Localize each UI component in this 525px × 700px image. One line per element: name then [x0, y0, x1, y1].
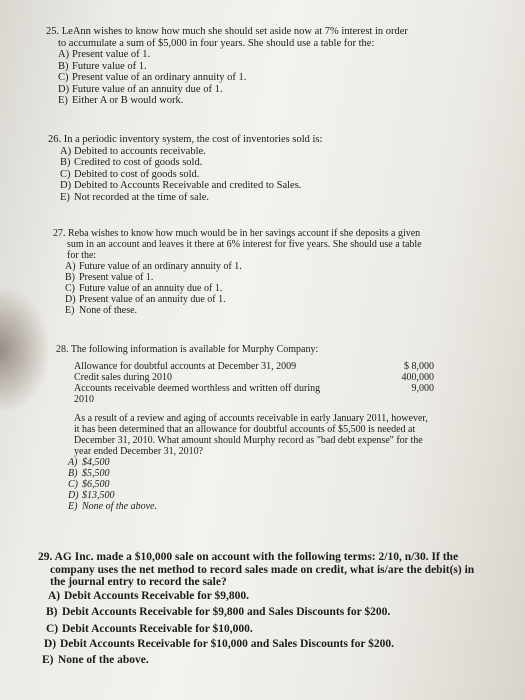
- paragraph-line2: it has been determined that an allowance for doubtful accounts of $5,500 is needed at: [74, 424, 416, 435]
- option-text: Either A or B would work.: [72, 95, 184, 106]
- option-letter: E): [58, 95, 68, 106]
- question-26-stem-line1: 26. In a periodic inventory system, the cost of inventories sold is:: [48, 134, 323, 145]
- option-text: Debit Accounts Receivable for $9,800.: [64, 589, 250, 602]
- question-28: [56, 344, 434, 512]
- option-a: [60, 146, 322, 158]
- finger-shadow: [0, 290, 48, 410]
- option-d: [65, 294, 422, 305]
- option-e: [60, 192, 322, 204]
- table-value: 400,000: [401, 372, 434, 383]
- option-letter: B): [58, 60, 69, 72]
- option-text: Future value of an ordinary annuity of 1.: [79, 261, 242, 272]
- option-text: Debited to accounts receivable.: [74, 145, 206, 157]
- option-a: [68, 457, 434, 468]
- option-text: Debit Accounts Receivable for $10,000 and Sales Discounts for $200.: [60, 638, 395, 650]
- option-letter: C): [65, 283, 75, 294]
- option-e: [58, 95, 408, 107]
- option-letter: E): [68, 501, 78, 512]
- table-label: Credit sales during 2010: [74, 372, 173, 383]
- option-letter: A): [48, 589, 61, 602]
- option-c: [68, 479, 434, 490]
- question-27-options: [53, 261, 422, 316]
- question-29-stem-line1: 29. AG Inc. made a $10,000 sale on account with the following terms: 2/10, n/30. If the: [38, 551, 459, 563]
- option-letter: C): [60, 168, 71, 180]
- option-e: [42, 654, 474, 667]
- option-text: Future value of an annuity due of 1.: [72, 83, 223, 95]
- option-e: [65, 305, 422, 316]
- murphy-data-table: [74, 361, 434, 405]
- option-b: [65, 272, 422, 283]
- option-text: $5,500: [82, 468, 110, 479]
- question-27: [53, 228, 422, 316]
- option-c: [65, 283, 422, 294]
- option-text: Future value of an annuity due of 1.: [79, 283, 223, 294]
- table-value: 9,000: [411, 383, 434, 394]
- option-letter: B): [60, 157, 71, 168]
- option-letter: D): [44, 638, 57, 650]
- option-letter: B): [68, 468, 78, 479]
- question-27-stem-line2: sum in an account and leaves it there at 6% interest for five years. She should use a table: [67, 239, 422, 250]
- option-c: [46, 623, 474, 636]
- table-value: [374, 394, 434, 405]
- question-28-stem-line1: 28. The following information is available for Murphy Company:: [56, 344, 319, 355]
- option-text: Debit Accounts Receivable for $10,000.: [62, 622, 253, 635]
- question-29-stem-line3: the journal entry to record the sale?: [50, 576, 227, 588]
- option-text: $6,500: [82, 479, 110, 490]
- question-28-options: [56, 457, 434, 512]
- option-b: [68, 468, 434, 479]
- option-letter: A): [68, 457, 78, 468]
- paragraph-line3: December 31, 2010. What amount should Murphy record as "bad debt expense" for the: [74, 435, 423, 446]
- option-text: Debit Accounts Receivable for $9,800 and Sales Discounts for $200.: [62, 606, 391, 618]
- option-b: [58, 61, 408, 73]
- option-c: [60, 169, 322, 181]
- option-letter: B): [65, 272, 75, 283]
- table-label: Allowance for doubtful accounts at December 31, 2009: [74, 361, 297, 372]
- table-label: Accounts receivable deemed worthless and written off during: [74, 383, 321, 394]
- question-26: [48, 134, 322, 203]
- option-b: [46, 606, 474, 619]
- option-a: [48, 590, 474, 603]
- option-text: Debited to cost of goods sold.: [74, 168, 200, 180]
- question-25: [46, 26, 408, 107]
- option-letter: D): [65, 294, 76, 305]
- option-letter: A): [60, 145, 72, 157]
- option-text: Future value of 1.: [72, 60, 147, 72]
- option-text: None of the above.: [82, 501, 157, 512]
- question-25-options: [46, 49, 408, 107]
- option-letter: C): [58, 72, 69, 83]
- question-27-stem-line1: 27. Reba wishes to know how much would be in her savings account if she deposits a given: [53, 228, 421, 239]
- option-letter: A): [65, 261, 76, 272]
- option-text: Present value of 1.: [72, 49, 151, 60]
- question-25-stem-line2: to accumulate a sum of $5,000 in four years. She should use a table for the:: [58, 37, 375, 49]
- option-c: [58, 72, 408, 84]
- option-letter: B): [46, 606, 58, 618]
- option-text: Present value of an ordinary annuity of 1.: [72, 72, 247, 83]
- question-27-stem-line3: for the:: [67, 250, 97, 261]
- option-text: Debited to Accounts Receivable and credited to Sales.: [74, 180, 302, 191]
- option-letter: E): [42, 653, 54, 666]
- paragraph-line4: year ended December 31, 2010?: [74, 446, 204, 457]
- table-value: $ 8,000: [404, 361, 434, 372]
- option-a: [58, 49, 408, 61]
- option-letter: D): [58, 83, 70, 95]
- option-letter: A): [58, 49, 70, 60]
- paragraph-line1: As a result of a review and aging of accounts receivable in early January 2011, however,: [74, 413, 428, 424]
- question-28-paragraph: [74, 413, 434, 457]
- option-text: $4,500: [82, 457, 110, 468]
- option-text: $13,500: [82, 490, 115, 501]
- option-letter: C): [46, 622, 59, 635]
- option-letter: E): [65, 305, 75, 316]
- option-d: [58, 84, 408, 96]
- option-text: Present value of an annuity due of 1.: [79, 294, 226, 305]
- option-text: Credited to cost of goods sold.: [74, 157, 203, 168]
- question-29-options: [38, 590, 474, 667]
- option-d: [44, 638, 474, 651]
- option-letter: D): [68, 490, 79, 501]
- option-text: None of these.: [79, 305, 138, 316]
- question-29-stem-line2: company uses the net method to record sales made on credit, what is/are the debit(s) in: [50, 563, 475, 576]
- option-letter: E): [60, 191, 70, 203]
- option-text: Present value of 1.: [79, 272, 154, 283]
- option-a: [65, 261, 422, 272]
- option-letter: D): [60, 180, 72, 191]
- option-b: [60, 157, 322, 169]
- option-d: [60, 180, 322, 192]
- table-label: 2010: [74, 394, 94, 405]
- option-d: [68, 490, 434, 501]
- option-e: [68, 501, 434, 512]
- question-26-options: [48, 146, 322, 204]
- question-29: [38, 551, 474, 666]
- option-letter: C): [68, 479, 78, 490]
- question-25-stem-line1: 25. LeAnn wishes to know how much she should set aside now at 7% interest in order: [46, 26, 408, 37]
- option-text: Not recorded at the time of sale.: [74, 191, 209, 203]
- option-text: None of the above.: [58, 653, 149, 666]
